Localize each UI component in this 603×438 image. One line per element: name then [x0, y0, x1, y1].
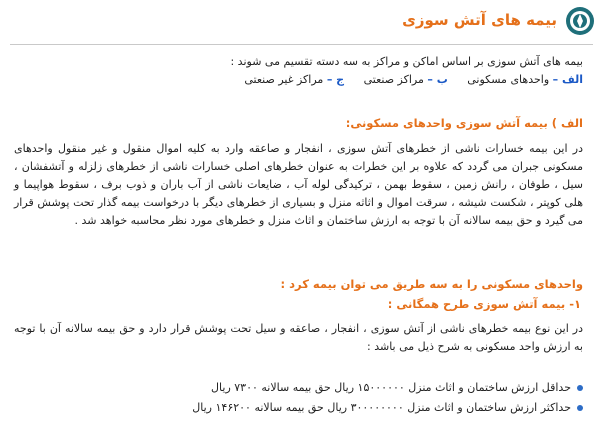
- section-a-heading: الف ) بیمه آتش سوزی واحدهای مسکونی:: [345, 116, 583, 130]
- section-b-heading: واحدهای مسکونی را به سه طریق می توان بیمه کرد :: [280, 277, 583, 291]
- category-marker: الف –: [552, 73, 583, 86]
- list-item: [192, 378, 583, 398]
- list-item-text: حداکثر ارزش ساختمان و اثاث منزل ۳۰۰۰۰۰۰۰۰ ریال حق بیمه سالانه ۱۴۶۲۰۰ ریال: [192, 401, 571, 414]
- category-label: مراکز غیر صنعتی: [244, 73, 324, 86]
- bullet-list: [192, 378, 583, 418]
- category-list: [228, 73, 583, 86]
- category-item: [459, 73, 583, 86]
- section-b-subheading: ۱- بیمه آتش سوزی طرح همگانی :: [387, 297, 581, 311]
- category-marker: ب –: [427, 73, 448, 86]
- header-divider: [10, 44, 593, 45]
- section-a-body: در این بیمه خسارات ناشی از خطرهای آتش سوزی ، انفجار و صاعقه وارد به کلیه اموال منقول و غیر منقول واحدهای مسکونی جبران می گردد که علاوه بر این خطرات به عنوان خطرهای اصلی خسارات ناشی از خطرهای زلزله و آتشفشان ، سیل ، طوفان ، رانش زمین ، سقوط بهمن ، ترکیدگی لوله آب ، ضایعات ناشی از آب باران و ذوب برف ، سقوط هواپیما و هلی کوپتر ، شکست شیشه ، سرقت اموال و اثاثه منزل و بسیاری از خطرهای دیگر با درخواست بیمه گذار تحت پوشش قرار می گیرد و حق بیمه سالانه آن با توجه به ارزش ساختمان و اثاث منزل و خطرهای مورد نظر محاسبه خواهد شد .: [14, 142, 583, 227]
- category-item: [356, 73, 448, 86]
- bullet-dot-icon: [577, 405, 583, 411]
- intro-text: بیمه های آتش سوزی بر اساس اماکن و مراکز به سه دسته تقسیم می شوند :: [230, 55, 583, 68]
- section-b-body: در این نوع بیمه خطرهای ناشی از آتش سوزی ، انفجار ، صاعقه و سیل تحت پوشش قرار دارد و حق بیمه سالانه آن با توجه به ارزش واحد مسکونی به شرح ذیل می باشد :: [14, 322, 583, 353]
- insurance-logo-icon: [565, 6, 595, 36]
- list-item: [192, 398, 583, 418]
- list-item-text: حداقل ارزش ساختمان و اثاث منزل ۱۵۰۰۰۰۰۰ ریال حق بیمه سالانه ۷۳۰۰ ریال: [211, 381, 571, 394]
- bullet-dot-icon: [577, 385, 583, 391]
- page-header: [8, 6, 595, 40]
- category-label: مراکز صنعتی: [363, 73, 424, 86]
- category-item: [236, 73, 344, 86]
- category-marker: ج –: [326, 73, 345, 86]
- page-title: بیمه های آتش سوزی: [402, 11, 557, 29]
- category-label: واحدهای مسکونی: [467, 73, 550, 86]
